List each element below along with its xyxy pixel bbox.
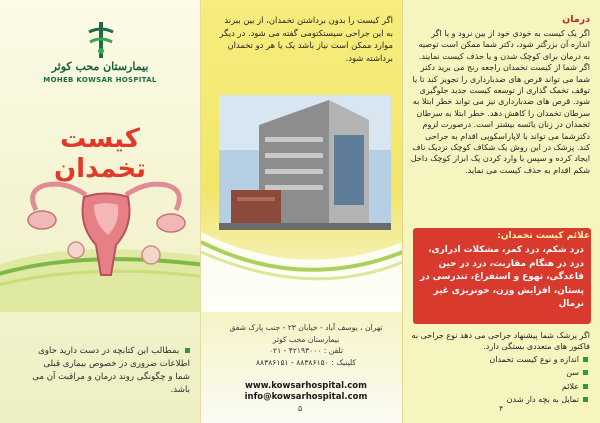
clinic-number: کلینیک : ۸۸۳۸۶۱۵۰ - ۸۸۳۸۶۱۵۱ [255,357,357,367]
address-block [221,322,391,368]
list-item: اندازه و نوع کیست تخمدان [418,353,588,366]
hospital-name-fa: بیمارستان محب کوثر [51,60,149,73]
intro-note-text: بمطالب این کتابچه در دست دارید حاوی اطلاعات ضروری در خصوص بیماری قبلی شما و چگونگی روند درمان و مراقبت آن می باشد. [32,346,190,395]
hospital-building-image [219,95,391,230]
hospital-name-en: MOHEB KOWSAR HOSPITAL [43,76,157,84]
contact-web [221,381,391,403]
list-item: سن [418,366,588,379]
middle-panel [200,0,402,423]
uterus-illustration-icon [16,165,196,285]
page-number: ۴ [499,404,504,413]
email-link[interactable]: info@kowsarhospital.com [244,392,368,402]
brochure-title: کیست تخمدان [53,124,147,184]
surgery-factors-list [418,353,588,406]
intro-note [30,345,190,397]
hospital-name-line: بیمارستان محب کوثر [272,334,340,344]
cover-panel [0,0,200,423]
treatment-panel [402,0,600,423]
surgery-intro-text: اگر کیست را بدون برداشتن تخمدان، از بین ببرند به این جراحی سیستکتومی گفته می شود. در دیگر موارد ممکن است نیاز باشد یک یا هر دو تخمدان برداشته شود. [219,15,393,63]
symptoms-heading: علائم کیست تخمدان: [497,231,590,241]
address-line: تهران ، یوسف آباد - خیابان ۲۳ - جنب پارک شفق [229,323,383,332]
symptoms-text: درد شکم، درد کمر، مشکلات ادراری، درد در هنگام مقاربت، درد در حین قاعدگی، تهوع و استفراغ، تندرسی در پستان، افزایش وزن، خونریزی غیر نرمال [420,245,584,309]
treatment-heading: درمان [562,14,590,25]
list-item: تمایل به بچه دار شدن [418,393,588,406]
hospital-logo-icon [86,22,116,58]
decorative-wave [201,222,402,312]
list-item: علائم [418,380,588,393]
bullet-icon [185,348,190,353]
surgery-factors-intro: اگر پزشک شما پیشنهاد جراحی می دهد نوع جراحی به فاکتور های متعددی بستگی دارد. [411,331,590,352]
website-link[interactable]: www.kowsarhospital.com [245,381,367,391]
treatment-text: اگر یک کیست به خودی خود از بین نرود و یا اگر اندازه آن بزرگتر شود، دکتر شما ممکن است توصیه به درمان برای کوچک شدن و یا حذف کیست نمایند. اگر شما از کیست تخمدان راجعه رنج می برید دکتر شما می تواند قرص های ضدبارداری را تجویز کند تا یا توقف تخمک گذاری از توسعه کیست جدید جلوگیری شود. قرص های ضدبارداری نیز می تواند خطر ابتلا به سرطان تخمدان را کاهش دهد. خطر ابتلا به سرطان تخمدان در زنان یائسه بیشتر است. درصورت لزوم دکترشما می تواند با لاپاراسکوپی اقدام به جراحی کند. پزشک در این روش یک شکاف کوچک نزدیک ناف ایجاد کرده و سپس با وارد کردن یک ابزار کوچک داخل شکم اقدام به حذف کیست می نماید. [410,28,590,175]
page-number: ۵ [298,404,303,413]
phone-number: تلفن : ۴۲۱۹۳۰۰۰ - ۰۲۱ [268,346,344,355]
